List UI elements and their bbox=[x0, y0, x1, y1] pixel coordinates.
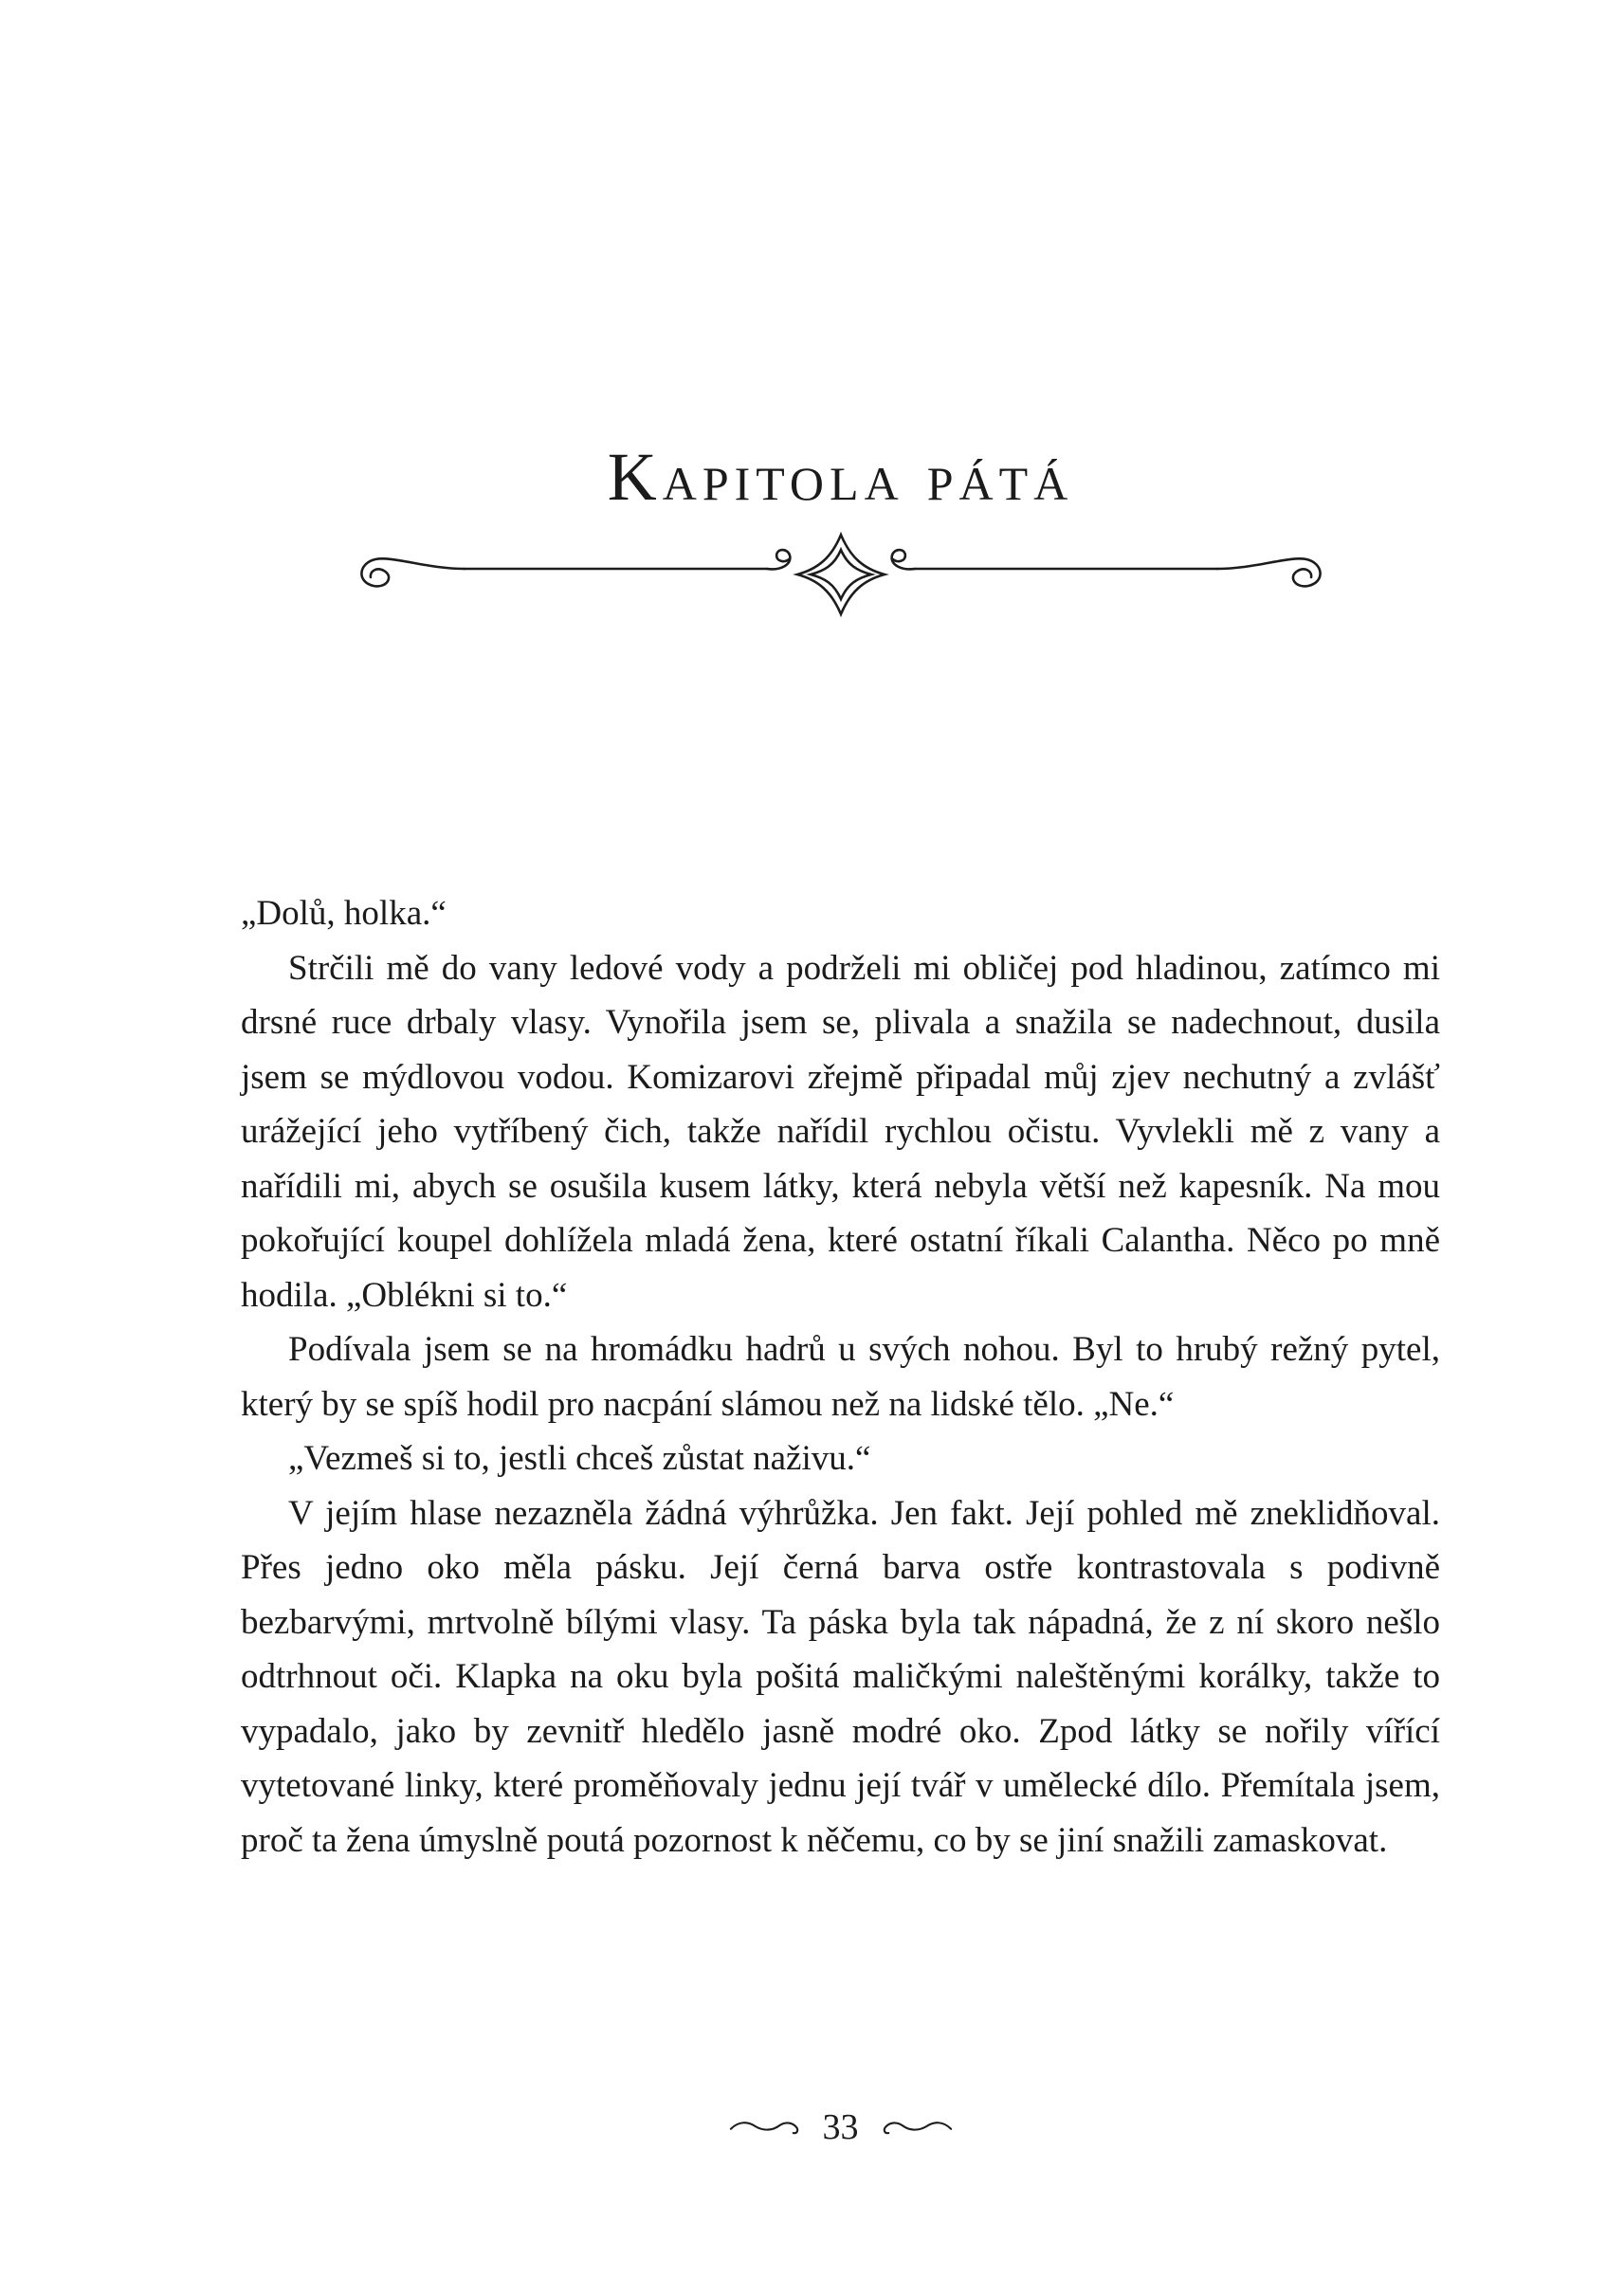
paragraph: Podívala jsem se na hromádku hadrů u svých nohou. Byl to hrubý režný pytel, který by se spíš hodil pro nacpání slámou než na lidské tělo. „Ne.“ bbox=[241, 1330, 1440, 1424]
chapter-divider-ornament bbox=[241, 527, 1440, 622]
page-number-flourish-left-icon bbox=[726, 2115, 808, 2140]
page-number-flourish-right-icon bbox=[874, 2115, 956, 2140]
flourish-divider-icon bbox=[339, 527, 1342, 622]
body-text bbox=[241, 886, 1440, 1868]
paragraph: „Dolů, holka.“ bbox=[241, 894, 447, 933]
page-number: 33 bbox=[822, 2107, 859, 2147]
page-footer bbox=[241, 2106, 1440, 2148]
paragraph: Strčili mě do vany ledové vody a podrželi mi obličej pod hladinou, zatímco mi drsné ruce drbaly vlasy. Vynořila jsem se, plivala a snažila se nadechnout, dusila jsem se mýdlovou vodou. Komizarovi zřejmě připadal můj zjev nechutný a zvlášť urážející jeho vytříbený čich, takže nařídil rychlou očistu. Vyvlekli mě z vany a nařídili mi, abych se osušila kusem látky, která nebyla větší než kapesník. Na mou pokořující koupel dohlížela mladá žena, které ostatní říkali Calantha. Něco po mně hodila. „Oblékni si to.“ bbox=[241, 948, 1440, 1315]
chapter-title: Kapitola pátá bbox=[607, 439, 1074, 515]
paragraph: V jejím hlase nezazněla žádná výhrůžka. Jen fakt. Její pohled mě zneklidňoval. Přes jedno oko měla pásku. Její černá barva ostře kontrastovala s podivně bezbarvými, mrtvolně bílými vlasy. Ta páska byla tak nápadná, že z ní skoro nešlo odtrhnout oči. Klapka na oku byla pošitá maličkými naleštěnými korálky, takže to vypadalo, jako by zevnitř hledělo jasně modré oko. Zpod látky se nořily vířící vytetované linky, které proměňovaly jednu její tvář v umělecké dílo. Přemítala jsem, proč ta žena úmyslně poutá pozornost k něčemu, co by se jiní snažili zamaskovat. bbox=[241, 1493, 1440, 1860]
paragraph: „Vezmeš si to, jestli chceš zůstat naživu.“ bbox=[288, 1439, 871, 1478]
